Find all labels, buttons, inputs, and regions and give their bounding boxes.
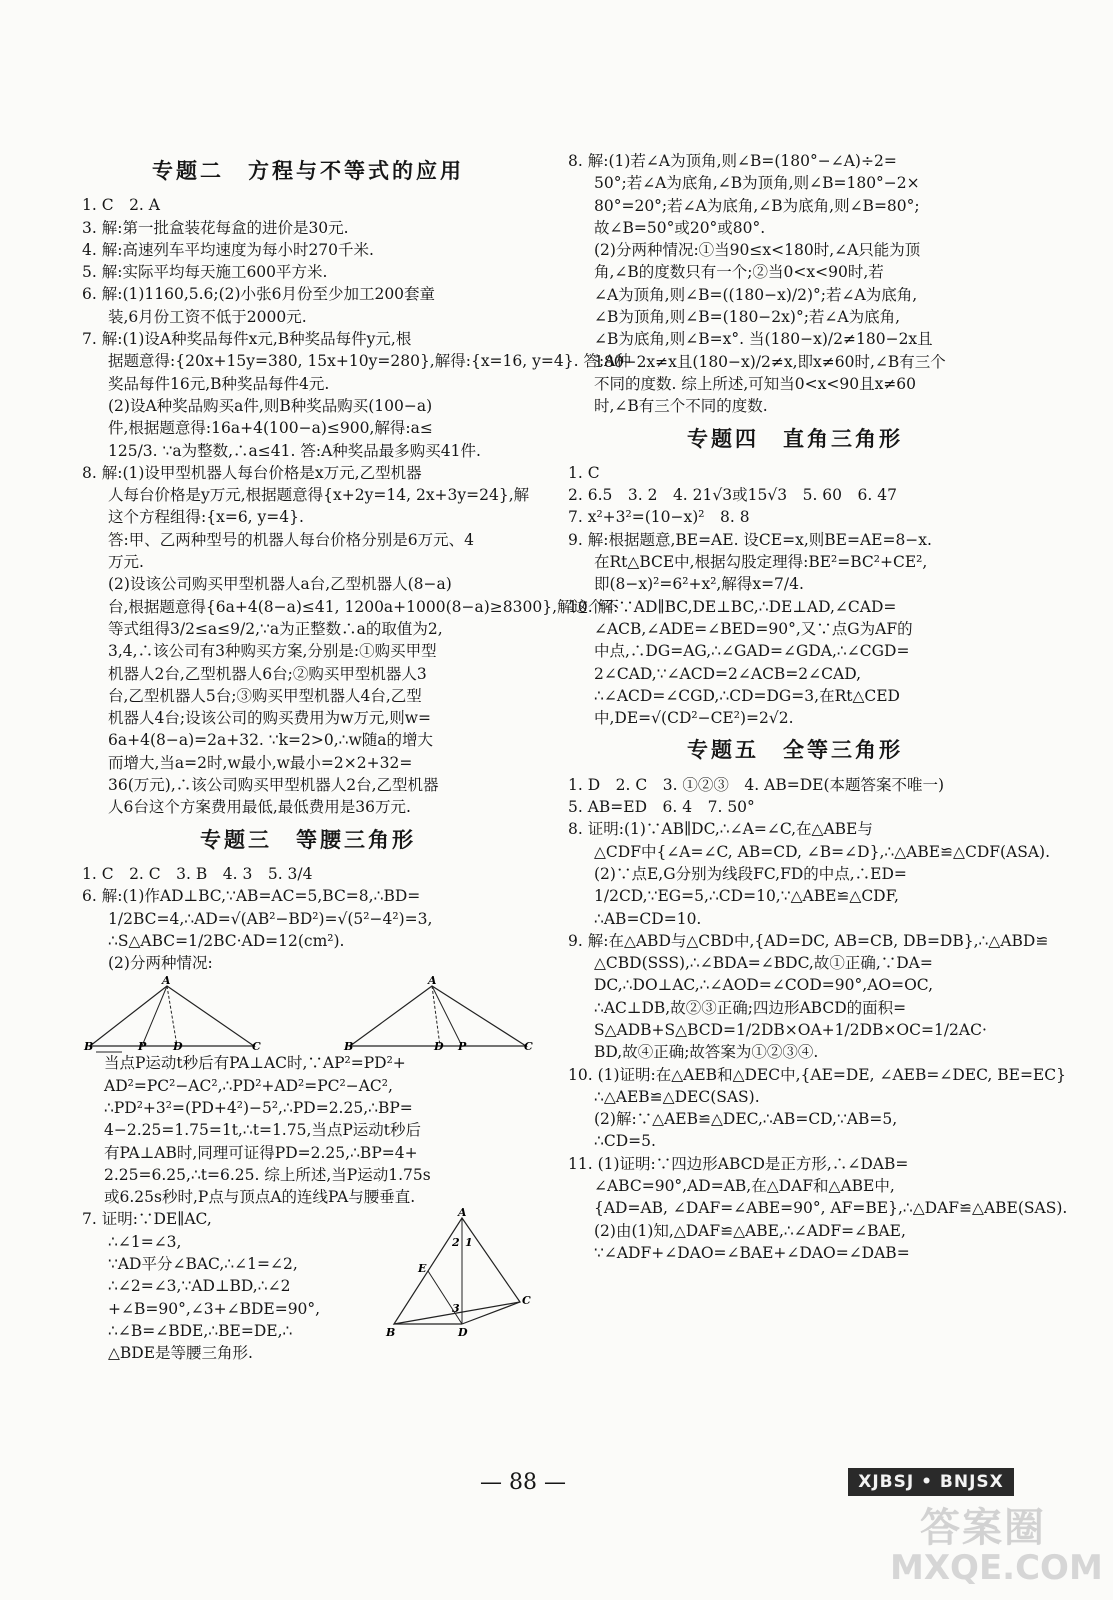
answer-line: 80°=20°;若∠A为底角,∠B为底角,则∠B=80°;: [594, 196, 920, 215]
answer-line: 9. 解:根据题意,BE=AE. 设CE=x,则BE=AE=8−x.: [568, 530, 932, 549]
answer-line: 4. 解:高速列车平均速度为每小时270千米.: [82, 240, 374, 259]
fig1-label-D: D: [173, 1040, 183, 1054]
answer-line: 等式组得3/2≤a≤9/2,∵a为正整数∴a的取值为2,: [108, 619, 443, 638]
answer-line: 7. 解:(1)设A种奖品每件x元,B种奖品每件y元,根: [82, 330, 412, 349]
answer-line: ∴AC⊥DB,故②③正确;四边形ABCD的面积=: [594, 998, 907, 1017]
answer-line: 件,根据题意得:16a+4(100−a)≤900,解得:a≤: [108, 419, 433, 438]
answer-line: ∠A为顶角,则∠B=((180−x)/2)°;若∠A为底角,: [594, 285, 918, 304]
fig3-angle-1: 1: [465, 1236, 473, 1250]
answer-line: 4−2.25=1.75=1t,∴t=1.75,当点P运动t秒后: [104, 1121, 422, 1140]
right-column: [568, 150, 1068, 1264]
answer-line: ∴∠B=∠BDE,∴BE=DE,∴: [108, 1321, 293, 1340]
series-code-badge: XJBSJ • BNJSX: [848, 1468, 1014, 1496]
answer-line: 台,根据题意得{6a+4(8−a)≤41, 1200a+1000(8−a)≥8300},解这个不: [108, 597, 620, 616]
answer-line: (2)由(1)知,△DAF≌△ABE,∴∠ADF=∠BAE,: [594, 1221, 906, 1240]
answer-line: DC,∴DO⊥AC,∴∠AOD=∠COD=90°,AO=OC,: [594, 976, 934, 995]
section-4-answers: [568, 462, 1022, 730]
section-3-answers: [82, 863, 534, 1363]
figure-triangle-1: [82, 974, 262, 1054]
page-number: — 88 —: [480, 1470, 566, 1495]
fig1-label-C: C: [252, 1040, 261, 1054]
fig2-label-A: A: [428, 974, 437, 988]
section-5-answers: [568, 774, 1068, 1265]
answer-line: 125/3. ∵a为整数,∴a≤41. 答:A种奖品最多购买41件.: [108, 441, 481, 460]
answer-line: 36(万元),∴该公司购买甲型机器人2台,乙型机器: [108, 776, 439, 795]
answer-line: 5. 解:实际平均每天施工600平方米.: [82, 263, 328, 282]
answer-line: (2)分两种情况:: [108, 954, 213, 973]
answer-line: 奖品每件16元,B种奖品每件4元.: [108, 374, 330, 393]
section-heading-2: 专题二 方程与不等式的应用: [152, 159, 464, 183]
answer-line: 1. C: [568, 463, 600, 482]
answer-line: 装,6月份工资不低于2000元.: [108, 307, 307, 326]
answer-line: (2)分两种情况:①当90≤x<180时,∠A只能为顶: [594, 241, 921, 260]
answer-line: ∴∠1=∠3,: [108, 1232, 182, 1251]
fig3-label-D: D: [458, 1326, 468, 1340]
answer-line: 当点P运动t秒后有PA⊥AC时,∵AP²=PD²+: [104, 1054, 406, 1073]
answer-line: +∠B=90°,∠3+∠BDE=90°,: [108, 1299, 321, 1318]
answer-line: 万元.: [108, 553, 144, 572]
answer-line: 角,∠B的度数只有一个;②当0<x<90时,若: [594, 263, 884, 282]
answer-line: 3,4,∴该公司有3种购买方案,分别是:①购买甲型: [108, 642, 437, 661]
answer-line: 中点,∴DG=AG,∴∠GAD=∠GDA,∴∠CGD=: [594, 642, 910, 661]
answer-line: BD,故④正确;故答案为①②③④.: [594, 1043, 819, 1062]
fig3-label-E: E: [418, 1262, 427, 1276]
answer-line: 11. (1)证明:∵四边形ABCD是正方形,∴∠DAB=: [568, 1154, 909, 1173]
answer-line: 故∠B=50°或20°或80°.: [594, 218, 766, 237]
answer-line: 2. 6.5 3. 2 4. 21√3或15√3 5. 60 6. 47: [568, 486, 897, 505]
answer-line: 6. 解:(1)作AD⊥BC,∵AB=AC=5,BC=8,∴BD=: [82, 887, 421, 906]
answer-line: 1. C 2. A: [82, 196, 160, 215]
section-3-answers-cont: [568, 150, 1022, 418]
fig3-label-B: B: [386, 1326, 396, 1340]
answer-line: ∵AD平分∠BAC,∴∠1=∠2,: [108, 1255, 298, 1274]
fig2-label-D: D: [434, 1040, 444, 1054]
watermark-url: MXQE.COM: [890, 1548, 1103, 1588]
answer-line: 时,∠B有三个不同的度数.: [594, 397, 768, 416]
answer-line: ∠B为底角,则∠B=x°. 当(180−x)/2≠180−2x且: [594, 330, 933, 349]
answer-line: (2)设该公司购买甲型机器人a台,乙型机器人(8−a): [108, 575, 452, 594]
answer-line: 有PA⊥AB时,同理可证得PD=2.25,∴BP=4+: [104, 1143, 418, 1162]
fig2-label-P: P: [458, 1040, 467, 1054]
answer-line: 10. (1)证明:在△AEB和△DEC中,{AE=DE, ∠AEB=∠DEC, BE=EC}: [568, 1065, 1066, 1084]
watermark-logo: 答案圈: [920, 1505, 1046, 1551]
answer-line: 台,乙型机器人5台;③购买甲型机器人4台,乙型: [108, 686, 422, 705]
answer-line: 10. 解:∵AD∥BC,DE⊥BC,∴DE⊥AD,∠CAD=: [568, 597, 897, 616]
answer-line: 2∠CAD,∵∠ACD=2∠ACB=2∠CAD,: [594, 664, 862, 683]
answer-line: ∴∠ACD=∠CGD,∴CD=DG=3,在Rt△CED: [594, 686, 900, 705]
answer-line: ∠ABC=90°,AD=AB,在△DAF和△ABE中,: [594, 1177, 895, 1196]
answer-line: △CDF中{∠A=∠C, AB=CD, ∠B=∠D},∴△ABE≌△CDF(ASA).: [594, 842, 1051, 861]
fig2-label-B: B: [344, 1040, 354, 1054]
section-heading-3: 专题三 等腰三角形: [200, 827, 416, 852]
fig3-label-C: C: [522, 1294, 531, 1308]
answer-line: (2)解:∵△AEB≌△DEC,∴AB=CD,∵AB=5,: [594, 1110, 898, 1129]
answer-line: 6a+4(8−a)=2a+32. ∵k=2>0,∴w随a的增大: [108, 731, 434, 750]
answer-line: △CBD(SSS),∴∠BDA=∠BDC,故①正确,∵DA=: [594, 954, 933, 973]
answer-line: 答:甲、乙两种型号的机器人每台价格分别是6万元、4: [108, 530, 474, 549]
fig1-label-A: A: [162, 974, 171, 988]
answer-line: ∴CD=5.: [594, 1132, 656, 1151]
answer-line: 在Rt△BCE中,根据勾股定理得:BE²=BC²+CE²,: [594, 553, 928, 572]
answer-line: 8. 解:(1)设甲型机器人每台价格是x万元,乙型机器: [82, 463, 422, 482]
answer-line: 人每台价格是y万元,根据题意得{x+2y=14, 2x+3y=24},解: [108, 486, 530, 505]
figure-triangle-3: [382, 1208, 532, 1340]
fig1-label-P: P: [138, 1040, 147, 1054]
answer-line: 1/2CD,∵EG=5,∴CD=10,∵△ABE≌△CDF,: [594, 887, 899, 906]
answer-line: ∠B为顶角,则∠B=(180−2x)°;若∠A为底角,: [594, 308, 901, 327]
section-heading-5: 专题五 全等三角形: [687, 738, 903, 763]
answer-line: 1. C 2. C 3. B 4. 3 5. 3/4: [82, 864, 313, 883]
answer-line: 8. 证明:(1)∵AB∥DC,∴∠A=∠C,在△ABE与: [568, 820, 873, 839]
answer-line: 3. 解:第一批盒装花每盒的进价是30元.: [82, 218, 349, 237]
fig3-label-A: A: [458, 1206, 467, 1220]
figure-triangle-2: [344, 974, 534, 1054]
answer-line: ∴△AEB≌△DEC(SAS).: [594, 1087, 760, 1106]
answer-line: AD²=PC²−AC²,∴PD²+AD²=PC²−AC²,: [104, 1076, 393, 1095]
answer-line: 6. 解:(1)1160,5.6;(2)小张6月份至少加工200套童: [82, 285, 436, 304]
answer-line: 7. 证明:∵DE∥AC,: [82, 1210, 212, 1229]
answer-line: 1. D 2. C 3. ①②③ 4. AB=DE(本题答案不唯一): [568, 775, 945, 794]
question-7-block: [82, 1206, 534, 1363]
question-7-text: [82, 1208, 382, 1364]
fig3-angle-3: 3: [452, 1302, 460, 1316]
answer-line: 据题意得:{20x+15y=380, 15x+10y=280},解得:{x=16, y=4}. 答:A种: [108, 352, 631, 371]
answer-line: 9. 解:在△ABD与△CBD中,{AD=DC, AB=CB, DB=DB},∴△ABD≌: [568, 931, 1049, 950]
answer-line: ∴∠2=∠3,∵AD⊥BD,∴∠2: [108, 1277, 291, 1296]
answer-line: ∴AB=CD=10.: [594, 909, 702, 928]
answer-line: ∵∠ADF+∠DAO=∠BAE+∠DAO=∠DAB=: [594, 1243, 910, 1262]
answer-line: 180−2x≠x且(180−x)/2≠x,即x≠60时,∠B有三个: [594, 352, 946, 371]
answer-line: 中,DE=√(CD²−CE²)=2√2.: [594, 709, 794, 728]
answer-line: 人6台这个方案费用最低,最低费用是36万元.: [108, 798, 411, 817]
answer-line: 即(8−x)²=6²+x²,解得x=7/4.: [594, 575, 804, 594]
answer-line: S△ADB+S△BCD=1/2DB×OA+1/2DB×OC=1/2AC·: [594, 1020, 987, 1039]
section-heading-4: 专题四 直角三角形: [687, 426, 903, 451]
answer-line: {AD=AB, ∠DAF=∠ABE=90°, AF=BE},∴△DAF≌△ABE(SAS).: [594, 1199, 1068, 1218]
answer-line: ∴S△ABC=1/2BC·AD=12(cm²).: [108, 931, 345, 950]
section-2-answers: [82, 194, 631, 818]
answer-line: △BDE是等腰三角形.: [108, 1344, 253, 1363]
fig1-label-B: B: [84, 1040, 94, 1054]
answer-line: 7. x²+3²=(10−x)² 8. 8: [568, 508, 750, 527]
answer-line: (2)设A种奖品购买a件,则B种奖品购买(100−a): [108, 396, 433, 415]
answer-line: 机器人2台,乙型机器人6台;②购买甲型机器人3: [108, 664, 427, 683]
answer-line: 5. AB=ED 6. 4 7. 50°: [568, 798, 755, 817]
answer-line: 机器人4台;设该公司的购买费用为w万元,则w=: [108, 709, 432, 728]
answer-line: 或6.25s秒时,P点与顶点A的连线PA与腰垂直.: [104, 1188, 416, 1207]
answer-line: 这个方程组得:{x=6, y=4}.: [108, 508, 304, 527]
answer-line: 50°;若∠A为底角,∠B为顶角,则∠B=180°−2×: [594, 174, 920, 193]
answer-line: (2)∵点E,G分别为线段FC,FD的中点,∴ED=: [594, 864, 907, 883]
fig3-angle-2: 2: [452, 1236, 460, 1250]
answer-line: 不同的度数. 综上所述,可知当0<x<90且x≠60: [594, 374, 917, 393]
answer-line: 1/2BC=4,∴AD=√(AB²−BD²)=√(5²−4²)=3,: [108, 909, 433, 928]
answer-line: 2.25=6.25,∴t=6.25. 综上所述,当P运动1.75s: [104, 1165, 431, 1184]
answer-line: ∠ACB,∠ADE=∠BED=90°,又∵点G为AF的: [594, 619, 913, 638]
answer-line: 而增大,当a=2时,w最小,w最小=2×2+32=: [108, 753, 413, 772]
isosceles-figures: [82, 974, 534, 1054]
answer-line: 8. 解:(1)若∠A为顶角,则∠B=(180°−∠A)÷2=: [568, 152, 897, 170]
answer-line: ∴PD²+3²=(PD+4²)−5²,∴PD=2.25,∴BP=: [104, 1098, 413, 1117]
fig2-label-C: C: [524, 1040, 533, 1054]
